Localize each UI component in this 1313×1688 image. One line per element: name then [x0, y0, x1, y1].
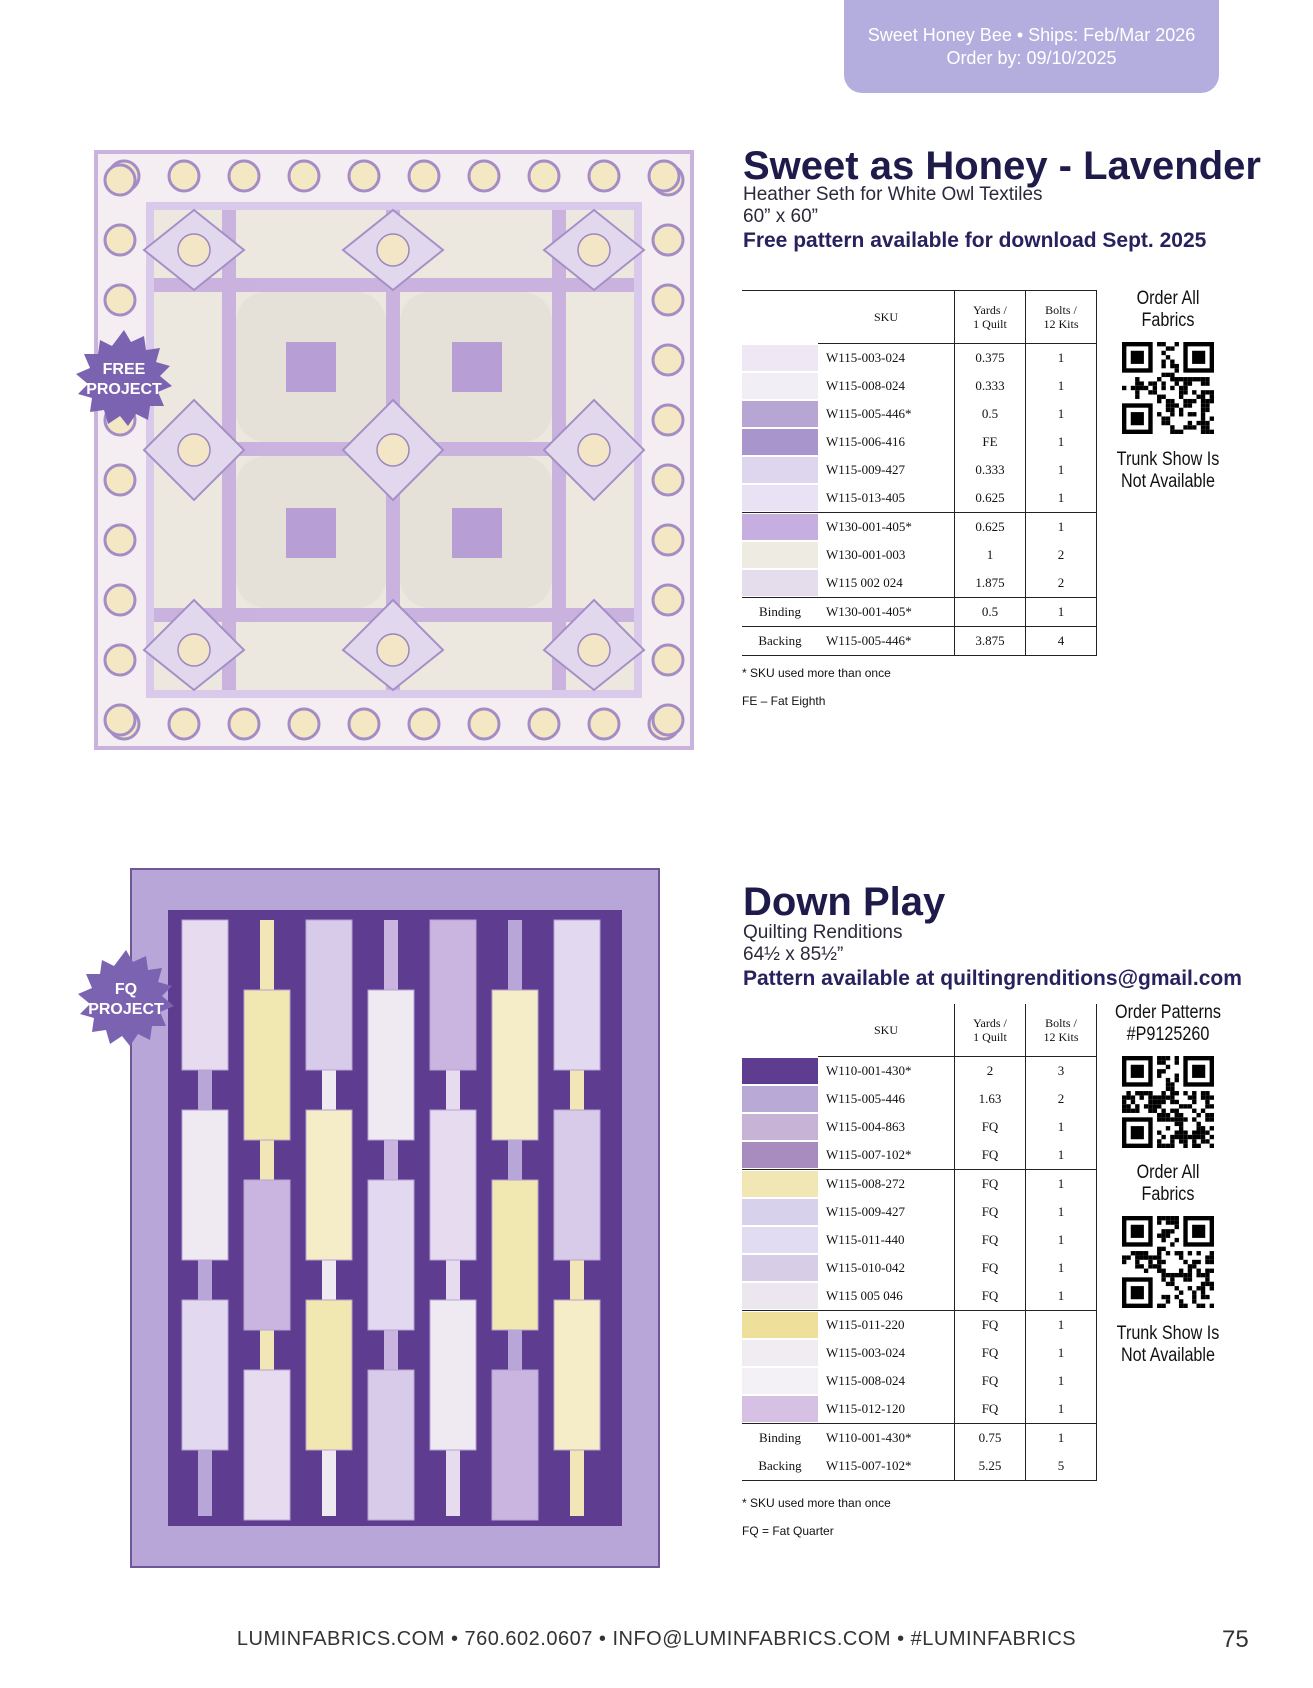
sku-row	[742, 484, 1097, 513]
bolts-header: Bolts / 12 Kits	[1026, 1004, 1097, 1057]
yards-cell: 3.875	[955, 627, 1026, 656]
fabric-swatch	[742, 345, 818, 371]
sku-row	[742, 400, 1097, 428]
footnote-abbrev: FQ = Fat Quarter	[742, 1524, 834, 1538]
yards-cell: 0.333	[955, 372, 1026, 400]
yards-cell: 1.875	[955, 569, 1026, 598]
yards-cell: 2	[955, 1057, 1026, 1086]
sku-cell: W115-012-120	[818, 1395, 955, 1424]
fabric-swatch	[742, 1058, 818, 1084]
sku-cell: W130-001-405*	[818, 598, 955, 627]
swatch-cell	[742, 569, 818, 598]
sku-cell: W115-007-102*	[818, 1141, 955, 1170]
bolts-cell: 2	[1026, 1085, 1097, 1113]
sku-cell: W115-008-272	[818, 1170, 955, 1199]
sku-cell: W130-001-003	[818, 541, 955, 569]
page-footer-contact: LUMINFABRICS.COM • 760.602.0607 • INFO@LUMINFABRICS.COM • #LUMINFABRICS	[236, 1628, 1077, 1650]
sku-cell: W130-001-405*	[818, 513, 955, 542]
sku-row	[742, 1282, 1097, 1311]
quilt-image-sweet-as-honey	[94, 150, 694, 750]
fabric-swatch	[742, 1142, 818, 1168]
fabric-swatch	[742, 1114, 818, 1140]
fabric-swatch	[742, 1283, 818, 1309]
yards-cell: FQ	[955, 1395, 1026, 1424]
sku-cell: W115-008-024	[818, 1367, 955, 1395]
yards-cell: FQ	[955, 1311, 1026, 1340]
bolts-cell: 1	[1026, 484, 1097, 513]
bolts-cell: 1	[1026, 1395, 1097, 1424]
order-patterns-block[interactable]	[1098, 1002, 1238, 1163]
sku-row	[742, 1113, 1097, 1141]
project-size: 64½ x 85½”	[743, 944, 844, 965]
row-label: Backing	[742, 1452, 818, 1481]
yards-cell: FQ	[955, 1339, 1026, 1367]
yards-cell: FQ	[955, 1198, 1026, 1226]
swatch-cell	[742, 1395, 818, 1424]
fabric-swatch	[742, 1255, 818, 1281]
fabric-swatch	[742, 570, 818, 596]
sku-cell: W115-006-416	[818, 428, 955, 456]
swatch-cell	[742, 541, 818, 569]
fabric-sku-table	[742, 1004, 1097, 1481]
swatch-cell	[742, 456, 818, 484]
fq-project-badge	[76, 950, 176, 1050]
sku-cell: W115-009-427	[818, 456, 955, 484]
swatch-cell	[742, 1339, 818, 1367]
sku-cell: W115-009-427	[818, 1198, 955, 1226]
sku-row	[742, 569, 1097, 598]
swatch-cell	[742, 1141, 818, 1170]
sku-row	[742, 1367, 1097, 1395]
qr-caption-line-1: Order Patterns	[1115, 1002, 1221, 1023]
sku-row	[742, 1311, 1097, 1340]
sku-cell: W115-005-446*	[818, 400, 955, 428]
sku-cell: W115-010-042	[818, 1254, 955, 1282]
swatch-cell	[742, 513, 818, 542]
fabric-swatch	[742, 1171, 818, 1197]
fabric-swatch	[742, 1086, 818, 1112]
sku-row	[742, 1057, 1097, 1086]
trunk-show-line-1: Trunk Show Is	[1116, 449, 1220, 470]
swatch-cell	[742, 1254, 818, 1282]
bolts-cell: 1	[1026, 1367, 1097, 1395]
bolts-cell: 2	[1026, 569, 1097, 598]
trunk-show-line-1: Trunk Show Is	[1116, 1323, 1220, 1344]
sku-cell: W115-008-024	[818, 372, 955, 400]
collection-ship-info: Sweet Honey Bee • Ships: Feb/Mar 2026	[867, 24, 1196, 45]
swatch-cell	[742, 1198, 818, 1226]
bolts-cell: 4	[1026, 627, 1097, 656]
qr-caption-line-2: Fabrics	[1141, 310, 1195, 331]
bolts-cell: 5	[1026, 1452, 1097, 1481]
qr-caption-line-2: #P9125260	[1126, 1024, 1210, 1045]
project-title: Down Play	[743, 880, 946, 924]
yards-cell: FQ	[955, 1367, 1026, 1395]
sku-row	[742, 1226, 1097, 1254]
yards-header: Yards / 1 Quilt	[955, 291, 1026, 344]
fabric-swatch	[742, 373, 818, 399]
yards-cell: FQ	[955, 1141, 1026, 1170]
bolts-cell: 1	[1026, 513, 1097, 542]
swatch-cell	[742, 1226, 818, 1254]
sku-row	[742, 1452, 1097, 1481]
fabric-swatch	[742, 485, 818, 511]
footnote-sku: * SKU used more than once	[742, 1496, 891, 1510]
sku-cell: W110-001-430*	[818, 1057, 955, 1086]
project-size: 60” x 60”	[743, 206, 818, 227]
yards-cell: FQ	[955, 1254, 1026, 1282]
bolts-cell: 1	[1026, 1339, 1097, 1367]
trunk-show-line-2: Not Available	[1121, 471, 1215, 492]
swatch-cell	[742, 1057, 818, 1086]
pattern-note: Pattern available at quiltingrenditions@gmail.com	[743, 967, 1242, 990]
project-designer: Heather Seth for White Owl Textiles	[743, 184, 1043, 205]
bolts-cell: 1	[1026, 598, 1097, 627]
bolts-cell: 1	[1026, 1311, 1097, 1340]
yards-cell: FQ	[955, 1226, 1026, 1254]
swatch-cell	[742, 1170, 818, 1199]
yards-cell: 0.625	[955, 484, 1026, 513]
qr-code-icon[interactable]	[1122, 342, 1214, 434]
bolts-cell: 1	[1026, 1424, 1097, 1453]
yards-cell: 0.625	[955, 513, 1026, 542]
sku-row	[742, 541, 1097, 569]
fabric-swatch	[742, 542, 818, 568]
sku-row	[742, 456, 1097, 484]
quilt-illustration	[130, 868, 660, 1568]
yards-cell: 0.75	[955, 1424, 1026, 1453]
sku-cell: W110-001-430*	[818, 1424, 955, 1453]
fabric-swatch	[742, 429, 818, 455]
sku-cell: W115-007-102*	[818, 1452, 955, 1481]
yards-cell: FE	[955, 428, 1026, 456]
fabric-swatch	[742, 401, 818, 427]
sku-cell: W115-011-220	[818, 1311, 955, 1340]
bolts-cell: 1	[1026, 1198, 1097, 1226]
fabric-swatch	[742, 514, 818, 540]
sku-header: SKU	[818, 1004, 955, 1057]
quilt-image-down-play	[130, 868, 660, 1568]
sku-row	[742, 344, 1097, 373]
yards-cell: 0.375	[955, 344, 1026, 373]
swatch-cell	[742, 400, 818, 428]
swatch-cell	[742, 344, 818, 373]
project-title: Sweet as Honey - Lavender	[743, 144, 1261, 188]
sku-cell: W115-005-446*	[818, 627, 955, 656]
order-by-date: Order by: 09/10/2025	[946, 47, 1117, 68]
badge-line-1: FQ	[114, 981, 138, 998]
sku-cell: W115-013-405	[818, 484, 955, 513]
badge-line-1: FREE	[102, 361, 146, 378]
bolts-header: Bolts / 12 Kits	[1026, 291, 1097, 344]
row-label: Binding	[759, 1430, 801, 1445]
swatch-cell	[742, 372, 818, 400]
sku-row	[742, 1254, 1097, 1282]
trunk-show-line-2: Not Available	[1121, 1345, 1215, 1366]
swatch-cell	[742, 1085, 818, 1113]
sku-row	[742, 428, 1097, 456]
bolts-cell: 1	[1026, 1226, 1097, 1254]
sku-row	[742, 598, 1097, 627]
swatch-cell	[742, 1311, 818, 1340]
sku-cell: W115-003-024	[818, 344, 955, 373]
fabric-swatch	[742, 1396, 818, 1422]
qr-caption-line-2: Fabrics	[1141, 1184, 1195, 1205]
fabric-sku-table	[742, 290, 1097, 656]
fabric-swatch	[742, 1340, 818, 1366]
sku-row	[742, 1424, 1097, 1453]
bolts-cell: 1	[1026, 1113, 1097, 1141]
yards-cell: 0.5	[955, 598, 1026, 627]
fabric-swatch	[742, 1312, 818, 1338]
badge-line-2: PROJECT	[88, 1001, 164, 1018]
yards-cell: 5.25	[955, 1452, 1026, 1481]
sku-row	[742, 1141, 1097, 1170]
qr-code-icon[interactable]	[1122, 1216, 1214, 1308]
swatch-cell	[742, 484, 818, 513]
yards-cell: FQ	[955, 1170, 1026, 1199]
sku-row	[742, 1395, 1097, 1424]
sku-cell: W115-005-446	[818, 1085, 955, 1113]
fabric-swatch	[742, 1368, 818, 1394]
free-project-badge	[74, 330, 174, 430]
yards-cell: FQ	[955, 1282, 1026, 1311]
project-designer: Quilting Renditions	[743, 922, 903, 943]
bolts-cell: 1	[1026, 400, 1097, 428]
bolts-cell: 1	[1026, 372, 1097, 400]
bolts-cell: 3	[1026, 1057, 1097, 1086]
bolts-cell: 1	[1026, 1254, 1097, 1282]
sku-cell: W115-011-440	[818, 1226, 955, 1254]
sku-header: SKU	[818, 291, 955, 344]
collection-tab	[844, 0, 1219, 93]
bolts-cell: 1	[1026, 1170, 1097, 1199]
fabric-swatch	[742, 457, 818, 483]
qr-code-icon[interactable]	[1122, 1056, 1214, 1148]
order-all-fabrics-block[interactable]	[1098, 288, 1238, 493]
swatch-cell	[742, 1282, 818, 1311]
bolts-cell: 1	[1026, 344, 1097, 373]
fabric-swatch	[742, 1227, 818, 1253]
page-number: 75	[1222, 1626, 1249, 1653]
sku-row	[742, 1339, 1097, 1367]
sku-row	[742, 627, 1097, 656]
bolts-cell: 2	[1026, 541, 1097, 569]
order-all-fabrics-block[interactable]	[1098, 1162, 1238, 1367]
badge-line-2: PROJECT	[86, 381, 162, 398]
row-label: Backing	[742, 627, 818, 656]
yards-cell: 0.5	[955, 400, 1026, 428]
fabric-swatch	[742, 1199, 818, 1225]
bolts-cell: 1	[1026, 1141, 1097, 1170]
swatch-cell	[742, 1113, 818, 1141]
sku-row	[742, 1198, 1097, 1226]
qr-caption-line-1: Order All	[1136, 288, 1200, 309]
qr-caption-line-1: Order All	[1136, 1162, 1200, 1183]
sku-cell: W115-004-863	[818, 1113, 955, 1141]
swatch-cell	[742, 1367, 818, 1395]
yards-cell: 1.63	[955, 1085, 1026, 1113]
sku-row	[742, 513, 1097, 542]
footnote-abbrev: FE – Fat Eighth	[742, 694, 826, 708]
bolts-cell: 1	[1026, 456, 1097, 484]
footnote-sku: * SKU used more than once	[742, 666, 891, 680]
sku-cell: W115 005 046	[818, 1282, 955, 1311]
yards-cell: 1	[955, 541, 1026, 569]
yards-cell: 0.333	[955, 456, 1026, 484]
sku-cell: W115-003-024	[818, 1339, 955, 1367]
pattern-note: Free pattern available for download Sept. 2025	[743, 229, 1207, 252]
bolts-cell: 1	[1026, 428, 1097, 456]
yards-header: Yards / 1 Quilt	[955, 1004, 1026, 1057]
row-label: Binding	[742, 598, 818, 627]
bolts-cell: 1	[1026, 1282, 1097, 1311]
sku-cell: W115 002 024	[818, 569, 955, 598]
swatch-cell	[742, 428, 818, 456]
quilt-illustration	[94, 150, 694, 750]
sku-row	[742, 372, 1097, 400]
yards-cell: FQ	[955, 1113, 1026, 1141]
sku-row	[742, 1170, 1097, 1199]
sku-row	[742, 1085, 1097, 1113]
